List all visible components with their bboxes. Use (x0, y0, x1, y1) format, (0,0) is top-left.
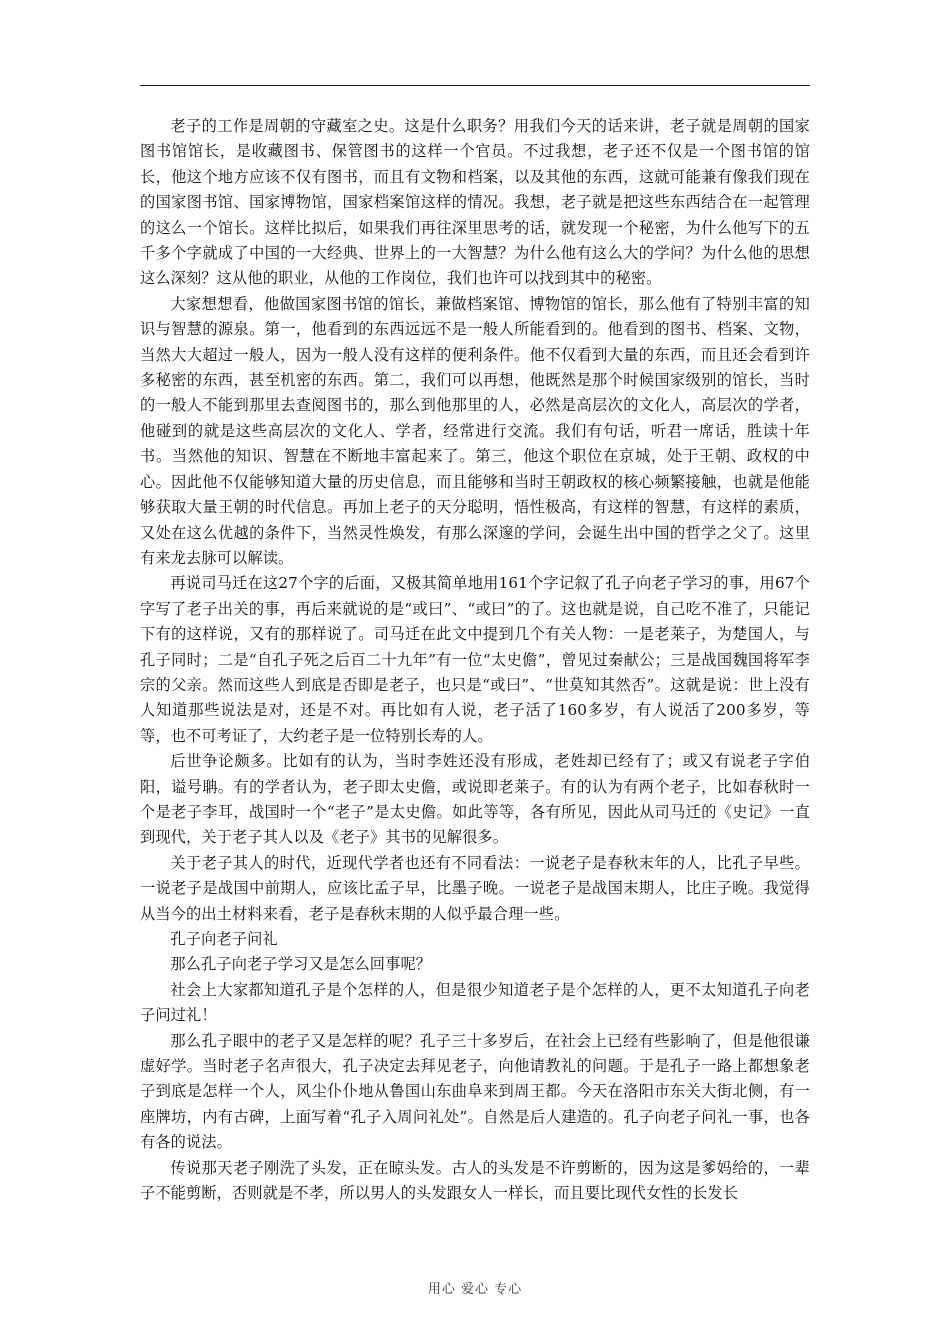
paragraph: 那么孔子向老子学习又是怎么回事呢？ (170, 955, 432, 974)
paragraph: 关于老子其人的时代，近现代学者也还有不同看法：一说老子是春秋末年的人，比孔子早些。一说老子是战国中前期人，应该比孟子早，比墨子晚。一说老子是战国末期人，比庄子晚。我觉得从当今的出土材料来看，老子是春秋末期的人似乎最合理一些。 (140, 853, 810, 923)
paragraph: 后世争论颇多。比如有的认为，当时李姓还没有形成，老姓却已经有了；或又有说老子字伯阳，谥号聃。有的学者认为，老子即太史儋，或说即老莱子。有的认为有两个老子，比如春秋时一个是老子李耳，战国时一个“老子”是太史儋。如此等等，各有所见，因此从司马迁的《史记》一直到现代，关于老子其人以及《老子》其书的见解很多。 (140, 752, 810, 847)
paragraph: 大家想想看，他做国家图书馆的馆长，兼做档案馆、博物馆的馆长，那么他有了特别丰富的知识与智慧的源泉。第一，他看到的东西远远不是一般人所能看到的。他看到的图书、档案、文物，当然大大超过一般人，因为一般人没有这样的便利条件。他不仅看到大量的东西，而且还会看到许多秘密的东西，甚至机密的东西。第二，我们可以再想，他既然是那个时候国家级别的馆长，当时的一般人不能到那里去查阅图书的，那么到他那里的人，必然是高层次的文化人，高层次的学者，他碰到的就是这些高层次的文化人、学者，经常进行交流。我们有句话，听君一席话，胜读十年书。当然他的知识、智慧在不断地丰富起来了。第三，他这个职位在京城，处于王朝、政权的中心。因此他不仅能够知道大量的历史信息，而且能够和当时王朝政权的核心频繁接触，也就是他能够获取大量王朝的时代信息。再加上老子的天分聪明，悟性极高，有这样的智慧，有这样的素质，又处在这么优越的条件下，当然灵性焕发，有那么深邃的学问，会诞生出中国的哲学之父了。这里有来龙去脉可以解读。 (140, 294, 810, 567)
document-body (140, 114, 810, 1206)
paragraph: 社会上大家都知道孔子是个怎样的人，但是很少知道老子是个怎样的人，更不太知道孔子向老子问过礼！ (140, 980, 810, 1025)
paragraph: 再说司马迁在这27个字的后面，又极其简单地用161个字记叙了孔子向老子学习的事，用67个字写了老子出关的事，再后来就说的是“或曰”、“或曰”的了。这也就是说，自己吃不准了，只能记下有的这样说，又有的那样说了。司马迁在此文中提到几个有关人物：一是老莱子，为楚国人，与孔子同时；二是“自孔子死之后百二十九年”有一位“太史儋”，曾见过秦献公；三是战国魏国将军李宗的父亲。然而这些人到底是否即是老子，也只是“或曰”、“世莫知其然否”。这就是说：世上没有人知道那些说法是对，还是不对。再比如有人说，老子活了160多岁，有人说活了200多岁，等等，也不可考证了，大约老子是一位特别长寿的人。 (140, 574, 810, 745)
header-rule (140, 85, 810, 86)
section-heading: 孔子向老子问礼 (170, 930, 278, 948)
paragraph: 传说那天老子刚洗了头发，正在晾头发。古人的头发是不许剪断的，因为这是爹妈给的，一辈子不能剪断，否则就是不孝，所以男人的头发跟女人一样长，而且要比现代女性的长发长 (140, 1158, 810, 1203)
page-footer: 用心 爱心 专心 (427, 1282, 523, 1297)
paragraph: 那么孔子眼中的老子又是怎样的呢？孔子三十多岁后，在社会上已经有些影响了，但是他很谦虚好学。当时老子名声很大，孔子决定去拜见老子，向他请教礼的问题。于是孔子一路上都想象老子到底是怎样一个人，风尘仆仆地从鲁国山东曲阜来到周王都。今天在洛阳市东关大街北侧，有一座牌坊，内有古碑，上面写着“孔子入周问礼处”。自然是后人建造的。孔子向老子问礼一事，也各有各的说法。 (140, 1031, 810, 1152)
paragraph: 老子的工作是周朝的守藏室之史。这是什么职务？用我们今天的话来讲，老子就是周朝的国家图书馆馆长，是收藏图书、保管图书的这样一个官员。不过我想，老子还不仅是一个图书馆的馆长，他这个地方应该不仅有图书，而且有文物和档案，以及其他的东西，这就可能兼有像我们现在的国家图书馆、国家博物馆，国家档案馆这样的情况。我想，老子就是把这些东西结合在一起管理的这么一个馆长。这样比拟后，如果我们再往深里思考的话，就发现一个秘密，为什么他写下的五千多个字就成了中国的一大经典、世界上的一大智慧？为什么他有这么大的学问？为什么他的思想这么深刻？这从他的职业，从他的工作岗位，我们也许可以找到其中的秘密。 (140, 117, 810, 288)
